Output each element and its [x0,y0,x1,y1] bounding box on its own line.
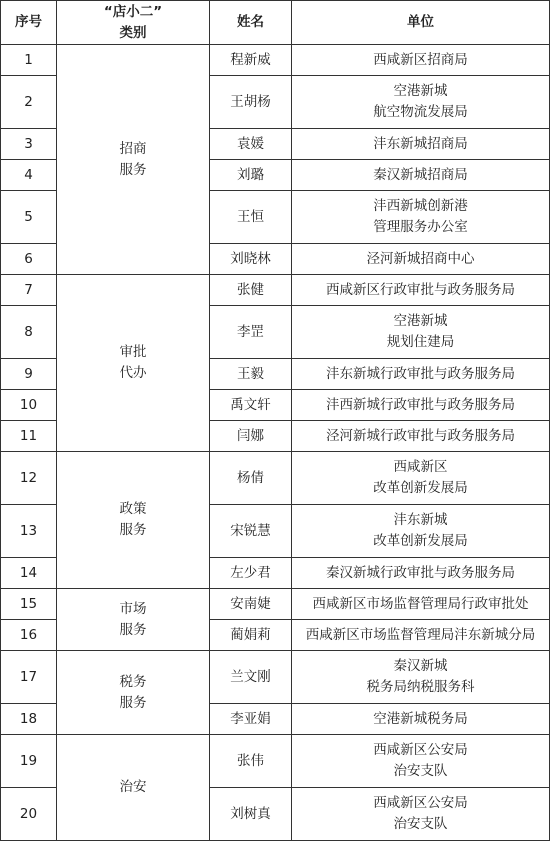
unit-line: 沣东新城 [393,512,448,528]
row-unit [292,735,550,788]
row-unit [292,76,550,129]
unit-line: 秦汉新城行政审批与政务服务局 [326,564,515,581]
unit-line: 西咸新区市场监督管理局行政审批处 [312,595,529,612]
row-index: 7 [1,275,57,306]
category-label: 招商 [119,140,147,157]
row-name: 李亚娟 [210,704,292,735]
table-row [1,589,550,620]
unit-line: 空港新城税务局 [373,710,468,727]
category-cell [57,589,210,651]
row-name: 禹文轩 [210,390,292,421]
row-unit [292,589,550,620]
unit-line: 西咸新区公安局 [373,795,468,811]
row-name: 张伟 [210,735,292,788]
row-index: 9 [1,359,57,390]
unit-line: 治安支队 [393,763,448,779]
unit-line: 沣西新城创新港 [373,198,468,214]
row-name: 杨倩 [210,452,292,505]
row-unit [292,421,550,452]
unit-line: 西咸新区市场监督管理局沣东新城分局 [305,626,536,643]
row-index: 16 [1,620,57,651]
unit-line: 沣东新城招商局 [373,135,468,152]
row-index: 5 [1,191,57,244]
table-row [1,45,550,76]
row-name: 安南婕 [210,589,292,620]
unit-line: 税务局纳税服务科 [366,679,475,695]
unit-line: 秦汉新城 [393,658,448,674]
row-name: 袁媛 [210,129,292,160]
header-category [57,1,210,45]
row-name: 左少君 [210,558,292,589]
row-index: 17 [1,651,57,704]
unit-line: 西咸新区公安局 [373,742,468,758]
unit-line: 泾河新城招商中心 [366,250,475,267]
row-name: 刘树真 [210,788,292,841]
header-row [1,1,550,45]
row-index: 8 [1,306,57,359]
row-index: 14 [1,558,57,589]
row-index: 13 [1,505,57,558]
row-name: 王毅 [210,359,292,390]
table-row [1,735,550,788]
row-unit [292,191,550,244]
row-name: 兰文刚 [210,651,292,704]
row-name: 宋锐慧 [210,505,292,558]
unit-line: 航空物流发展局 [373,104,468,120]
unit-line: 改革创新发展局 [373,480,468,496]
header-unit: 单位 [292,1,550,45]
row-index: 4 [1,160,57,191]
table-row [1,452,550,505]
category-label: 审批 [119,344,147,360]
header-name: 姓名 [210,1,292,45]
unit-line: 改革创新发展局 [373,533,468,549]
row-unit [292,704,550,735]
row-index: 2 [1,76,57,129]
row-unit [292,558,550,589]
header-category-line2: 类别 [119,24,147,41]
row-name: 王恒 [210,191,292,244]
row-unit [292,160,550,191]
unit-line: 西咸新区招商局 [373,51,468,68]
table-row [1,651,550,704]
row-name: 李罡 [210,306,292,359]
row-unit [292,275,550,306]
row-unit [292,505,550,558]
row-unit [292,45,550,76]
row-index: 11 [1,421,57,452]
row-name: 闫娜 [210,421,292,452]
unit-line: 泾河新城行政审批与政务服务局 [326,427,515,444]
category-label: 服务 [119,161,147,178]
row-name: 蔺娟莉 [210,620,292,651]
category-cell [57,275,210,452]
row-unit [292,390,550,421]
unit-line: 空港新城 [393,83,448,99]
row-index: 15 [1,589,57,620]
category-cell [57,735,210,841]
unit-line: 空港新城 [393,313,448,329]
row-unit [292,651,550,704]
row-unit [292,359,550,390]
row-name: 张健 [210,275,292,306]
category-cell [57,452,210,589]
row-index: 6 [1,244,57,275]
row-index: 20 [1,788,57,841]
table-row [1,275,550,306]
row-unit [292,244,550,275]
category-label: 服务 [119,522,147,538]
header-category-line1: “店小二” [103,3,163,20]
unit-line: 沣东新城行政审批与政务服务局 [326,365,515,382]
row-index: 18 [1,704,57,735]
row-name: 刘晓林 [210,244,292,275]
unit-line: 治安支队 [393,816,448,832]
category-label: 服务 [119,621,147,638]
row-unit [292,129,550,160]
row-index: 10 [1,390,57,421]
category-cell [57,651,210,735]
unit-line: 西咸新区 [393,459,448,475]
category-cell [57,45,210,275]
row-name: 王胡杨 [210,76,292,129]
row-index: 19 [1,735,57,788]
row-index: 1 [1,45,57,76]
category-label: 市场 [119,600,147,617]
row-unit [292,452,550,505]
row-name: 程新威 [210,45,292,76]
row-name: 刘璐 [210,160,292,191]
row-index: 3 [1,129,57,160]
row-unit [292,306,550,359]
category-label: 治安 [119,779,147,795]
category-label: 政策 [119,501,147,517]
unit-line: 规划住建局 [386,334,455,350]
row-unit [292,620,550,651]
unit-line: 西咸新区行政审批与政务服务局 [326,281,515,298]
row-index: 12 [1,452,57,505]
category-label: 服务 [119,694,147,711]
category-label: 代办 [119,365,147,381]
table-body [1,45,550,841]
unit-line: 管理服务办公室 [373,219,468,235]
unit-line: 秦汉新城招商局 [373,166,468,183]
row-unit [292,788,550,841]
category-label: 税务 [119,673,147,690]
unit-line: 沣西新城行政审批与政务服务局 [326,396,515,413]
header-index: 序号 [1,1,57,45]
